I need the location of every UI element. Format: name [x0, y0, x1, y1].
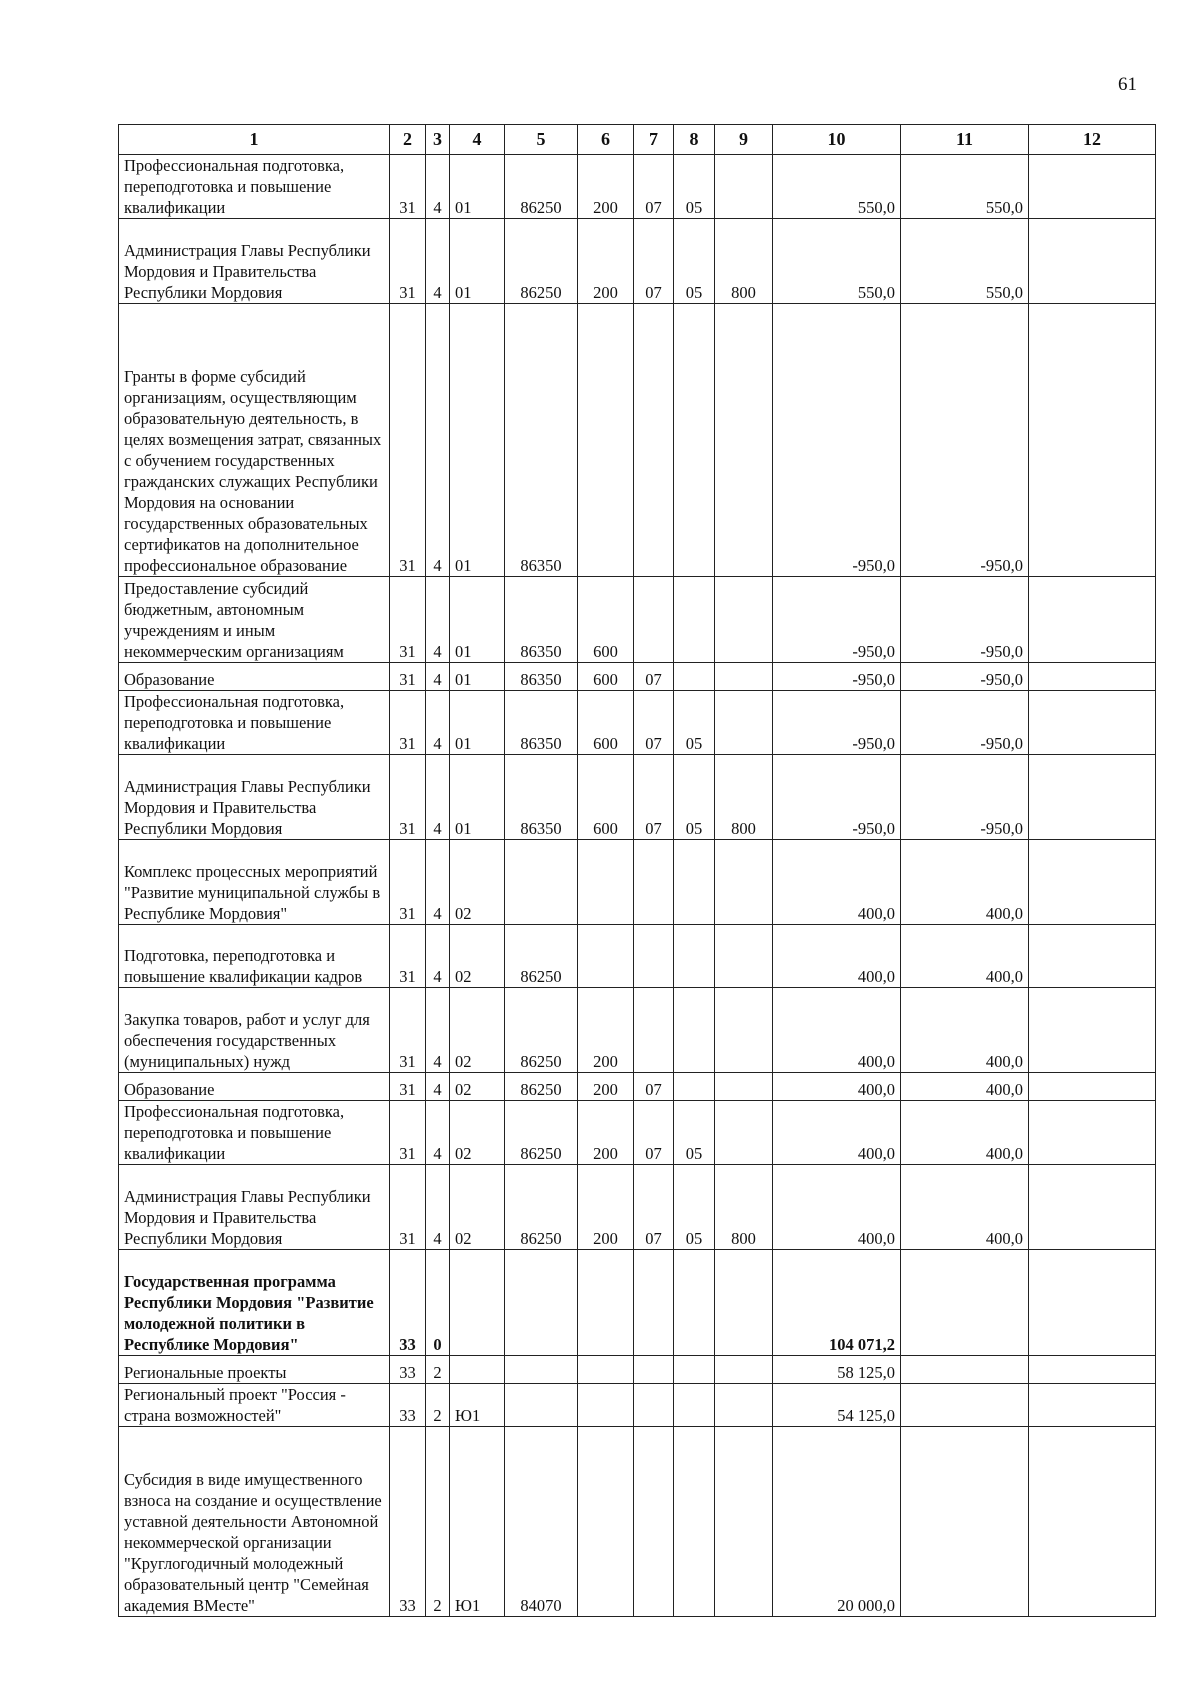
amount-col10: 400,0 [773, 1073, 901, 1101]
code-structure: 01 [450, 755, 505, 840]
code-gp: 31 [390, 577, 426, 663]
code-direction: 86350 [505, 577, 578, 663]
table-row [119, 1073, 1156, 1101]
code-subsection: 05 [674, 755, 715, 840]
table-row [119, 1356, 1156, 1384]
amount-col11: 400,0 [901, 840, 1029, 925]
table-row [119, 155, 1156, 219]
amount-col12 [1029, 1250, 1156, 1356]
code-expense-type [578, 1427, 634, 1617]
item-name: Профессиональная подготовка, переподготовка и повышение квалификации [119, 691, 390, 755]
code-direction [505, 1384, 578, 1427]
code-direction [505, 840, 578, 925]
amount-col12 [1029, 1101, 1156, 1165]
amount-col11: -950,0 [901, 304, 1029, 577]
code-section [634, 1427, 674, 1617]
code-expense-type [578, 304, 634, 577]
code-subprogram: 4 [426, 755, 450, 840]
code-gp: 31 [390, 755, 426, 840]
table-row [119, 755, 1156, 840]
code-subprogram: 4 [426, 1165, 450, 1250]
amount-col10: 550,0 [773, 155, 901, 219]
code-expense-type: 200 [578, 1073, 634, 1101]
code-admin [715, 1250, 773, 1356]
code-subsection [674, 663, 715, 691]
table-row [119, 925, 1156, 988]
amount-col11: 400,0 [901, 925, 1029, 988]
code-subsection [674, 840, 715, 925]
amount-col10: 400,0 [773, 988, 901, 1073]
code-gp: 33 [390, 1250, 426, 1356]
code-structure: 01 [450, 219, 505, 304]
code-gp: 31 [390, 219, 426, 304]
amount-col10: 550,0 [773, 219, 901, 304]
code-direction: 86250 [505, 219, 578, 304]
code-section [634, 304, 674, 577]
item-name: Закупка товаров, работ и услуг для обеспечения государственных (муниципальных) нужд [119, 988, 390, 1073]
code-subprogram: 4 [426, 577, 450, 663]
code-gp: 31 [390, 925, 426, 988]
column-header: 11 [901, 125, 1029, 155]
code-subprogram: 4 [426, 1101, 450, 1165]
code-structure: 01 [450, 663, 505, 691]
column-header: 1 [119, 125, 390, 155]
code-expense-type: 200 [578, 219, 634, 304]
code-subsection: 05 [674, 1101, 715, 1165]
item-name: Профессиональная подготовка, переподготовка и повышение квалификации [119, 155, 390, 219]
code-expense-type: 600 [578, 577, 634, 663]
amount-col11: -950,0 [901, 755, 1029, 840]
code-section: 07 [634, 755, 674, 840]
amount-col12 [1029, 663, 1156, 691]
amount-col11: 400,0 [901, 1101, 1029, 1165]
table-row [119, 577, 1156, 663]
page-number: 61 [1118, 74, 1137, 95]
code-direction: 86350 [505, 304, 578, 577]
amount-col12 [1029, 691, 1156, 755]
code-direction [505, 1250, 578, 1356]
code-direction: 86250 [505, 1165, 578, 1250]
code-subsection: 05 [674, 1165, 715, 1250]
code-section [634, 840, 674, 925]
item-name: Предоставление субсидий бюджетным, автономным учреждениям и иным некоммерческим организациям [119, 577, 390, 663]
item-name: Комплекс процессных мероприятий "Развитие муниципальной службы в Республике Мордовия" [119, 840, 390, 925]
code-direction: 86250 [505, 925, 578, 988]
code-subsection: 05 [674, 691, 715, 755]
code-gp: 31 [390, 1101, 426, 1165]
code-structure: 01 [450, 691, 505, 755]
code-section: 07 [634, 219, 674, 304]
code-subprogram: 4 [426, 304, 450, 577]
code-expense-type: 200 [578, 1101, 634, 1165]
code-section: 07 [634, 1101, 674, 1165]
code-direction: 86350 [505, 663, 578, 691]
code-admin [715, 1356, 773, 1384]
code-admin: 800 [715, 1165, 773, 1250]
amount-col12 [1029, 925, 1156, 988]
table-row [119, 988, 1156, 1073]
code-admin [715, 840, 773, 925]
code-admin [715, 691, 773, 755]
code-gp: 33 [390, 1384, 426, 1427]
amount-col10: -950,0 [773, 304, 901, 577]
code-admin [715, 1427, 773, 1617]
amount-col11 [901, 1356, 1029, 1384]
code-subprogram: 4 [426, 691, 450, 755]
code-subprogram: 2 [426, 1384, 450, 1427]
code-direction [505, 1356, 578, 1384]
column-header: 3 [426, 125, 450, 155]
code-structure: 01 [450, 155, 505, 219]
code-structure: 02 [450, 988, 505, 1073]
item-name: Образование [119, 663, 390, 691]
code-subprogram: 4 [426, 925, 450, 988]
amount-col12 [1029, 988, 1156, 1073]
code-subsection [674, 1250, 715, 1356]
column-header: 7 [634, 125, 674, 155]
budget-table [118, 124, 1156, 1617]
column-header: 2 [390, 125, 426, 155]
amount-col11: 550,0 [901, 219, 1029, 304]
code-direction: 86350 [505, 755, 578, 840]
code-expense-type: 200 [578, 1165, 634, 1250]
code-subprogram: 2 [426, 1356, 450, 1384]
amount-col11 [901, 1384, 1029, 1427]
amount-col12 [1029, 1165, 1156, 1250]
code-gp: 33 [390, 1427, 426, 1617]
code-section [634, 925, 674, 988]
table-row [119, 1250, 1156, 1356]
code-section [634, 1250, 674, 1356]
amount-col10: 400,0 [773, 840, 901, 925]
table-row [119, 1427, 1156, 1617]
code-structure: 02 [450, 1165, 505, 1250]
code-admin [715, 1384, 773, 1427]
code-section [634, 1384, 674, 1427]
amount-col11: -950,0 [901, 577, 1029, 663]
code-admin: 800 [715, 219, 773, 304]
code-admin [715, 663, 773, 691]
code-subsection [674, 1384, 715, 1427]
code-direction: 86250 [505, 988, 578, 1073]
column-header: 8 [674, 125, 715, 155]
code-admin [715, 304, 773, 577]
amount-col12 [1029, 577, 1156, 663]
code-subsection [674, 577, 715, 663]
column-header: 12 [1029, 125, 1156, 155]
code-admin [715, 925, 773, 988]
code-gp: 31 [390, 1073, 426, 1101]
amount-col10: -950,0 [773, 691, 901, 755]
code-admin [715, 988, 773, 1073]
amount-col10: 400,0 [773, 925, 901, 988]
code-admin [715, 1101, 773, 1165]
code-subsection: 05 [674, 155, 715, 219]
amount-col10: 20 000,0 [773, 1427, 901, 1617]
table-row [119, 219, 1156, 304]
code-subprogram: 2 [426, 1427, 450, 1617]
code-expense-type: 600 [578, 755, 634, 840]
item-name: Администрация Главы Республики Мордовия и Правительства Республики Мордовия [119, 1165, 390, 1250]
code-direction: 86250 [505, 1101, 578, 1165]
code-subprogram: 0 [426, 1250, 450, 1356]
code-section: 07 [634, 663, 674, 691]
code-structure: Ю1 [450, 1427, 505, 1617]
table-row [119, 663, 1156, 691]
code-subsection [674, 1073, 715, 1101]
code-gp: 31 [390, 304, 426, 577]
code-section [634, 577, 674, 663]
code-structure: 02 [450, 925, 505, 988]
table-body [119, 155, 1156, 1617]
code-direction: 86250 [505, 1073, 578, 1101]
code-section [634, 988, 674, 1073]
amount-col12 [1029, 304, 1156, 577]
code-subprogram: 4 [426, 155, 450, 219]
code-expense-type [578, 925, 634, 988]
code-gp: 33 [390, 1356, 426, 1384]
table-row [119, 1165, 1156, 1250]
code-section: 07 [634, 691, 674, 755]
column-header: 10 [773, 125, 901, 155]
code-structure: 02 [450, 1101, 505, 1165]
table-row [119, 840, 1156, 925]
amount-col10: -950,0 [773, 663, 901, 691]
code-subprogram: 4 [426, 840, 450, 925]
code-direction: 86250 [505, 155, 578, 219]
code-expense-type [578, 1250, 634, 1356]
amount-col11: 550,0 [901, 155, 1029, 219]
item-name: Гранты в форме субсидий организациям, осуществляющим образовательную деятельность, в целях возмещения затрат, связанных с обучением государственных гражданских служащих Республики Мордовия на основании государственных образовательных сертификатов на дополнительное профессиональное образование [119, 304, 390, 577]
code-admin [715, 577, 773, 663]
amount-col11: -950,0 [901, 691, 1029, 755]
code-gp: 31 [390, 1165, 426, 1250]
amount-col12 [1029, 755, 1156, 840]
code-expense-type [578, 1384, 634, 1427]
code-subsection [674, 988, 715, 1073]
amount-col11: -950,0 [901, 663, 1029, 691]
amount-col12 [1029, 219, 1156, 304]
code-expense-type [578, 840, 634, 925]
code-section: 07 [634, 1073, 674, 1101]
amount-col11: 400,0 [901, 1165, 1029, 1250]
code-expense-type: 200 [578, 988, 634, 1073]
code-gp: 31 [390, 155, 426, 219]
column-header: 9 [715, 125, 773, 155]
code-gp: 31 [390, 663, 426, 691]
code-subprogram: 4 [426, 1073, 450, 1101]
item-name: Государственная программа Республики Мордовия "Развитие молодежной политики в Республике Мордовия" [119, 1250, 390, 1356]
code-subprogram: 4 [426, 219, 450, 304]
amount-col11: 400,0 [901, 1073, 1029, 1101]
table-row [119, 1384, 1156, 1427]
item-name: Региональный проект "Россия - страна возможностей" [119, 1384, 390, 1427]
code-subsection: 05 [674, 219, 715, 304]
amount-col11 [901, 1427, 1029, 1617]
code-expense-type: 600 [578, 691, 634, 755]
code-gp: 31 [390, 988, 426, 1073]
code-expense-type [578, 1356, 634, 1384]
code-structure: 01 [450, 304, 505, 577]
amount-col12 [1029, 840, 1156, 925]
column-header: 4 [450, 125, 505, 155]
code-section: 07 [634, 155, 674, 219]
code-subsection [674, 925, 715, 988]
item-name: Администрация Главы Республики Мордовия и Правительства Республики Мордовия [119, 755, 390, 840]
header-row [119, 125, 1156, 155]
amount-col10: 54 125,0 [773, 1384, 901, 1427]
code-structure [450, 1250, 505, 1356]
code-structure: 01 [450, 577, 505, 663]
code-expense-type: 600 [578, 663, 634, 691]
code-section: 07 [634, 1165, 674, 1250]
amount-col10: 400,0 [773, 1165, 901, 1250]
table-row [119, 691, 1156, 755]
amount-col11: 400,0 [901, 988, 1029, 1073]
amount-col10: 104 071,2 [773, 1250, 901, 1356]
code-subsection [674, 1356, 715, 1384]
code-expense-type: 200 [578, 155, 634, 219]
item-name: Образование [119, 1073, 390, 1101]
amount-col12 [1029, 1384, 1156, 1427]
code-subsection [674, 304, 715, 577]
code-subprogram: 4 [426, 988, 450, 1073]
code-gp: 31 [390, 840, 426, 925]
item-name: Региональные проекты [119, 1356, 390, 1384]
amount-col10: 58 125,0 [773, 1356, 901, 1384]
code-structure: Ю1 [450, 1384, 505, 1427]
amount-col10: 400,0 [773, 1101, 901, 1165]
code-admin: 800 [715, 755, 773, 840]
code-subprogram: 4 [426, 663, 450, 691]
amount-col12 [1029, 155, 1156, 219]
code-gp: 31 [390, 691, 426, 755]
code-structure: 02 [450, 1073, 505, 1101]
code-admin [715, 1073, 773, 1101]
item-name: Администрация Главы Республики Мордовия и Правительства Республики Мордовия [119, 219, 390, 304]
item-name: Подготовка, переподготовка и повышение квалификации кадров [119, 925, 390, 988]
code-structure [450, 1356, 505, 1384]
column-header: 6 [578, 125, 634, 155]
code-section [634, 1356, 674, 1384]
code-structure: 02 [450, 840, 505, 925]
code-direction: 84070 [505, 1427, 578, 1617]
amount-col10: -950,0 [773, 577, 901, 663]
item-name: Субсидия в виде имущественного взноса на создание и осуществление уставной деятельности Автономной некоммерческой организации "Круглогодичный молодежный образовательный центр "Семейная академия ВМесте" [119, 1427, 390, 1617]
amount-col11 [901, 1250, 1029, 1356]
amount-col12 [1029, 1427, 1156, 1617]
amount-col12 [1029, 1356, 1156, 1384]
amount-col10: -950,0 [773, 755, 901, 840]
column-header: 5 [505, 125, 578, 155]
code-direction: 86350 [505, 691, 578, 755]
amount-col12 [1029, 1073, 1156, 1101]
code-admin [715, 155, 773, 219]
code-subsection [674, 1427, 715, 1617]
item-name: Профессиональная подготовка, переподготовка и повышение квалификации [119, 1101, 390, 1165]
table-row [119, 1101, 1156, 1165]
table-row [119, 304, 1156, 577]
